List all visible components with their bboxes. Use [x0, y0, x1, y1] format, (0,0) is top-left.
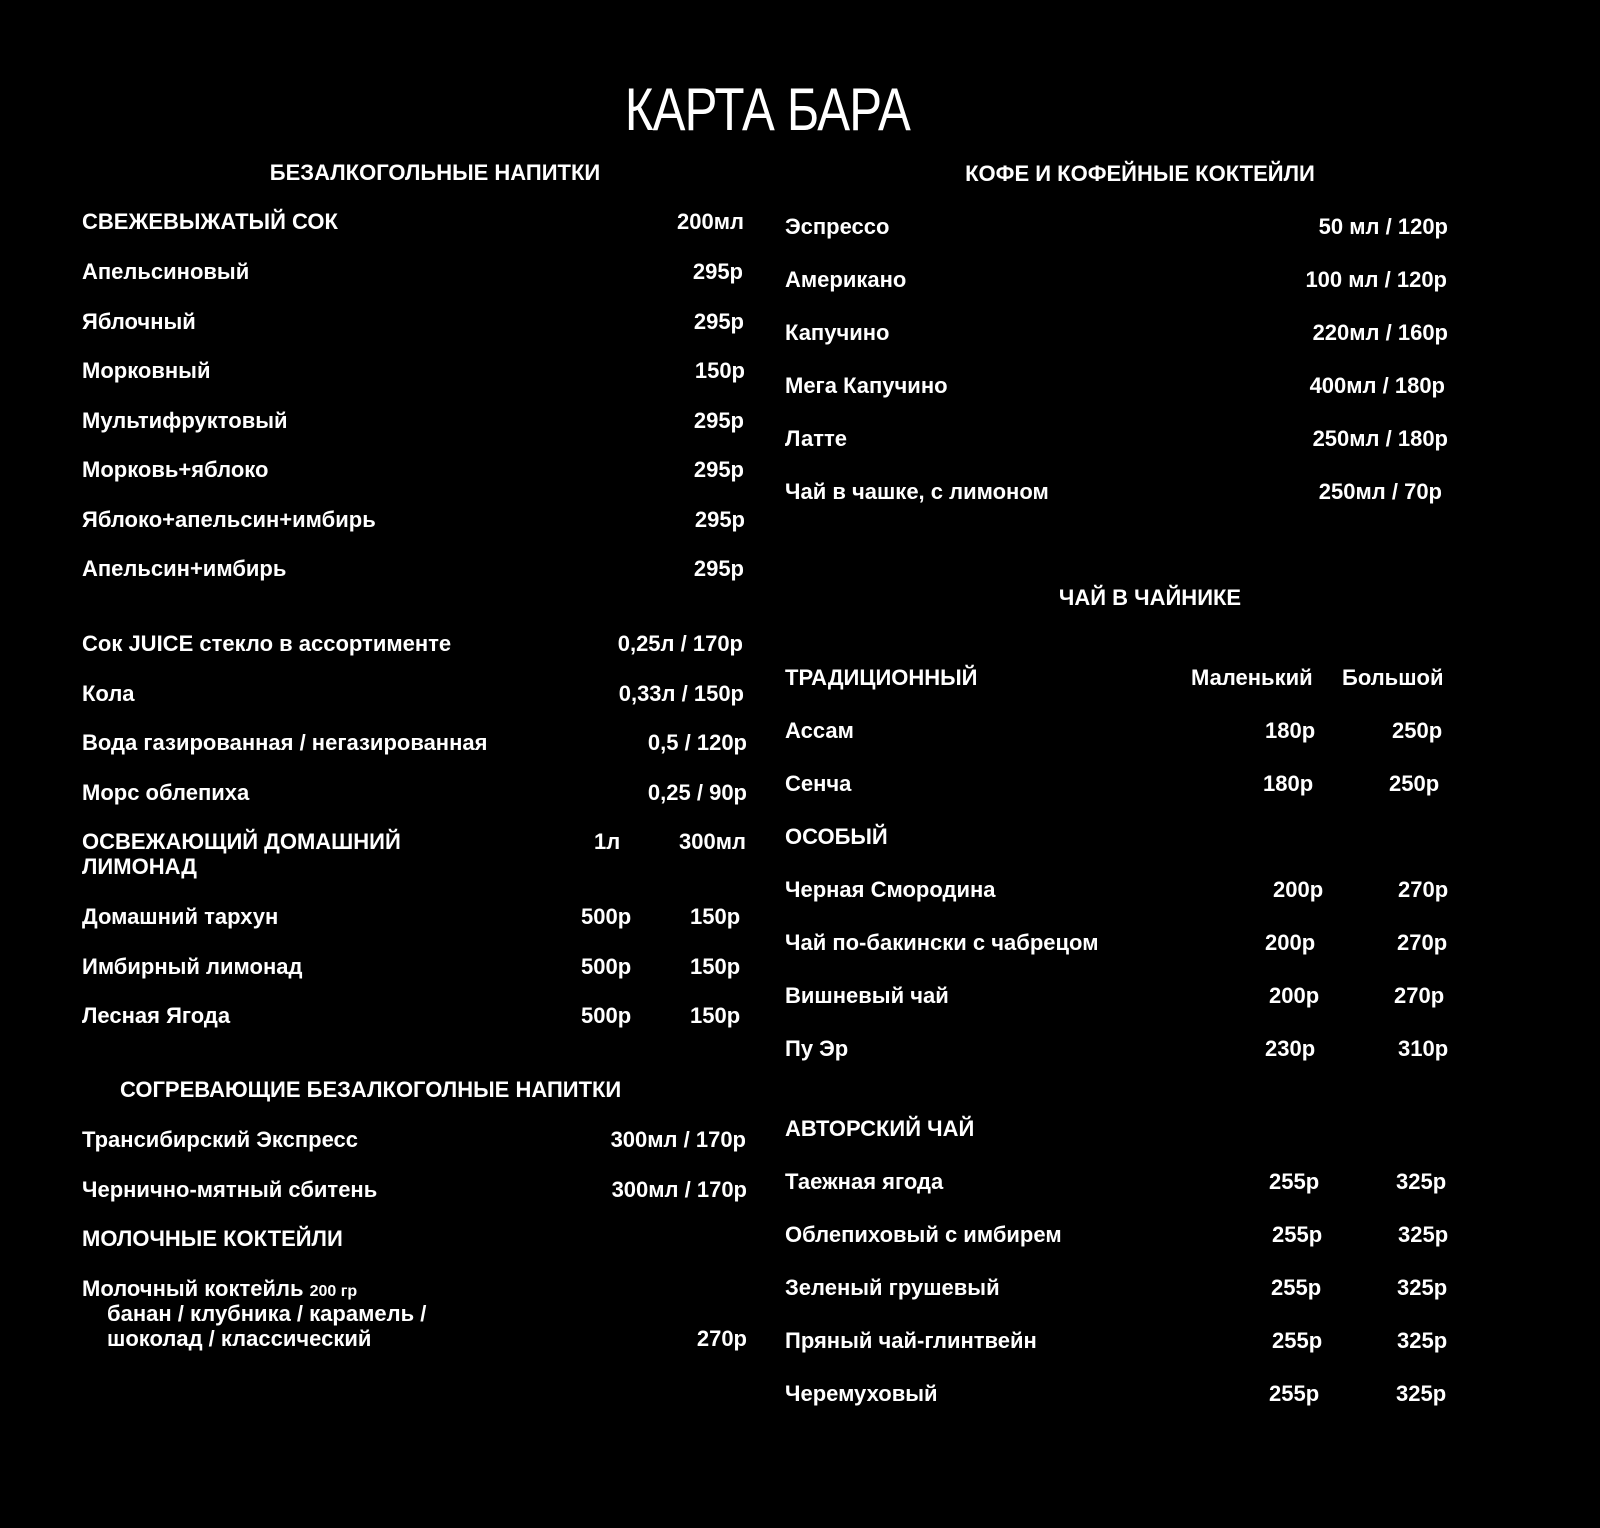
- menu-item-name: Американо: [785, 267, 907, 292]
- menu-item-price-300ml: 150р: [690, 1003, 741, 1028]
- menu-item-name: Мега Капучино: [785, 373, 948, 398]
- menu-item-name: Апельсиновый: [82, 259, 250, 284]
- menu-item-price-1l: 500р: [581, 904, 632, 929]
- section-heading-warming: СОГРЕВАЮЩИЕ БЕЗАЛКОГОЛНЫЕ НАПИТКИ: [120, 1077, 622, 1102]
- menu-item-price-small: 255р: [1269, 1169, 1320, 1194]
- menu-item-price: 295р: [693, 556, 744, 581]
- menu-item-price: 400мл / 180р: [1309, 373, 1445, 398]
- menu-item-name: Мультифруктовый: [82, 408, 288, 433]
- menu-item-price: 0,25л / 170р: [617, 631, 743, 656]
- menu-item-price-large: 325р: [1398, 1222, 1449, 1247]
- menu-item-name: Таежная ягода: [785, 1169, 944, 1194]
- menu-item-price: 295р: [693, 309, 744, 334]
- menu-item-price-small: 255р: [1272, 1328, 1323, 1353]
- menu-item-price-300ml: 150р: [690, 954, 741, 979]
- menu-item-name: Лесная Ягода: [82, 1003, 231, 1028]
- tea-author-heading: АВТОРСКИЙ ЧАЙ: [785, 1116, 975, 1141]
- section-heading-tea: ЧАЙ В ЧАЙНИКЕ: [1058, 585, 1242, 610]
- tea-special-heading: ОСОБЫЙ: [785, 824, 888, 849]
- menu-item-name: Морс облепиха: [82, 780, 250, 805]
- juice-header-volume: 200мл: [677, 209, 744, 234]
- menu-item-name: Капучино: [785, 320, 890, 345]
- milkshake-weight: 200 гр: [309, 1283, 358, 1300]
- menu-item-price-1l: 500р: [581, 954, 632, 979]
- menu-item-name: Яблоко+апельсин+имбирь: [82, 507, 376, 532]
- section-heading-milkshakes: МОЛОЧНЫЕ КОКТЕЙЛИ: [82, 1226, 343, 1251]
- menu-item-name: Черемуховый: [785, 1381, 938, 1406]
- menu-item-name: Чай в чашке, с лимоном: [785, 479, 1049, 504]
- menu-item-name: Яблочный: [82, 309, 196, 334]
- section-heading-coffee: КОФЕ И КОФЕЙНЫЕ КОКТЕЙЛИ: [965, 161, 1315, 186]
- menu-item-price-small: 230р: [1265, 1036, 1316, 1061]
- menu-item-name: Эспрессо: [785, 214, 890, 239]
- menu-item-price-small: 200р: [1273, 877, 1324, 902]
- menu-item-name: Чай по-бакински с чабрецом: [785, 930, 1099, 955]
- menu-item-price: 220мл / 160р: [1312, 320, 1448, 345]
- juice-header-label: СВЕЖЕВЫЖАТЫЙ СОК: [82, 209, 338, 234]
- menu-item-price-1l: 500р: [581, 1003, 632, 1028]
- menu-item-price: 295р: [692, 259, 743, 284]
- menu-item-price-large: 325р: [1397, 1328, 1448, 1353]
- milkshake-price: 270р: [696, 1326, 747, 1351]
- menu-item-price-small: 255р: [1272, 1222, 1323, 1247]
- milkshake-flavors-line2: шоколад / классический: [107, 1326, 372, 1351]
- menu-item-price-large: 270р: [1398, 877, 1449, 902]
- menu-item-price-small: 200р: [1269, 983, 1320, 1008]
- menu-item-price: 300мл / 170р: [610, 1127, 746, 1152]
- tea-traditional-heading: ТРАДИЦИОННЫЙ: [785, 665, 978, 690]
- menu-item-price-large: 270р: [1394, 983, 1445, 1008]
- menu-item-price-large: 270р: [1397, 930, 1448, 955]
- menu-item-price-small: 255р: [1271, 1275, 1322, 1300]
- menu-item-name: Пряный чай-глинтвейн: [785, 1328, 1037, 1353]
- tea-col-small: Маленький: [1191, 665, 1313, 690]
- menu-item-name: Вода газированная / негазированная: [82, 730, 488, 755]
- menu-item-price-small: 180р: [1265, 718, 1316, 743]
- menu-item-price: 0,5 / 120р: [647, 730, 747, 755]
- menu-item-name: Вишневый чай: [785, 983, 949, 1008]
- menu-item-price: 295р: [693, 457, 744, 482]
- menu-item-price: 250мл / 180р: [1312, 426, 1448, 451]
- menu-item-price: 0,25 / 90р: [647, 780, 747, 805]
- menu-item-name: Сок JUICE стекло в ассортименте: [82, 631, 452, 656]
- menu-item-name: Трансибирский Экспресс: [82, 1127, 359, 1152]
- menu-item-price-large: 325р: [1396, 1169, 1447, 1194]
- menu-item-price: 100 мл / 120р: [1305, 267, 1447, 292]
- menu-item-name: Кола: [82, 681, 135, 706]
- menu-item-name: Латте: [785, 426, 848, 451]
- milkshake-flavors-line1: банан / клубника / карамель /: [107, 1301, 427, 1326]
- menu-item-name: Ассам: [785, 718, 854, 743]
- menu-item-name: Чернично-мятный сбитень: [82, 1177, 378, 1202]
- lemonade-heading-line2: ЛИМОНАД: [82, 854, 197, 879]
- menu-item-price: 295р: [694, 507, 745, 532]
- menu-item-name: Зеленый грушевый: [785, 1275, 1000, 1300]
- menu-item-price-large: 310р: [1398, 1036, 1449, 1061]
- menu-item-price: 250мл / 70р: [1318, 479, 1442, 504]
- page-title: КАРТА БАРА: [624, 76, 910, 143]
- menu-item-name: Апельсин+имбирь: [82, 556, 287, 581]
- menu-item-price-300ml: 150р: [690, 904, 741, 929]
- menu-item-price-large: 250р: [1392, 718, 1443, 743]
- milkshake-name: Молочный коктейль: [82, 1276, 304, 1301]
- menu-item-price-small: 180р: [1263, 771, 1314, 796]
- lemonade-col-1l: 1л: [594, 829, 621, 854]
- menu-item-price: 50 мл / 120р: [1318, 214, 1448, 239]
- menu-item-name: Морковь+яблоко: [82, 457, 269, 482]
- menu-item-price-large: 325р: [1396, 1381, 1447, 1406]
- section-heading-nonalcoholic: БЕЗАЛКОГОЛЬНЫЕ НАПИТКИ: [269, 160, 601, 185]
- menu-item-price-large: 325р: [1397, 1275, 1448, 1300]
- menu-item-price: 0,33л / 150р: [618, 681, 744, 706]
- menu-item-price-large: 250р: [1389, 771, 1440, 796]
- menu-item-price-small: 255р: [1269, 1381, 1320, 1406]
- menu-item-price: 150р: [694, 358, 745, 383]
- menu-item-name: Облепиховый с имбирем: [785, 1222, 1062, 1247]
- menu-item-name: Сенча: [785, 771, 852, 796]
- menu-item-name: Имбирный лимонад: [82, 954, 303, 979]
- lemonade-col-300ml: 300мл: [679, 829, 746, 854]
- menu-item-name: Домашний тархун: [82, 904, 279, 929]
- menu-item-price: 300мл / 170р: [611, 1177, 747, 1202]
- menu-item-name: Черная Смородина: [785, 877, 996, 902]
- lemonade-heading-line1: ОСВЕЖАЮЩИЙ ДОМАШНИЙ: [82, 829, 401, 854]
- menu-item-price: 295р: [693, 408, 744, 433]
- tea-col-large: Большой: [1342, 665, 1444, 690]
- menu-item-price-small: 200р: [1265, 930, 1316, 955]
- menu-item-name: Морковный: [82, 358, 211, 383]
- menu-item-name: Пу Эр: [785, 1036, 849, 1061]
